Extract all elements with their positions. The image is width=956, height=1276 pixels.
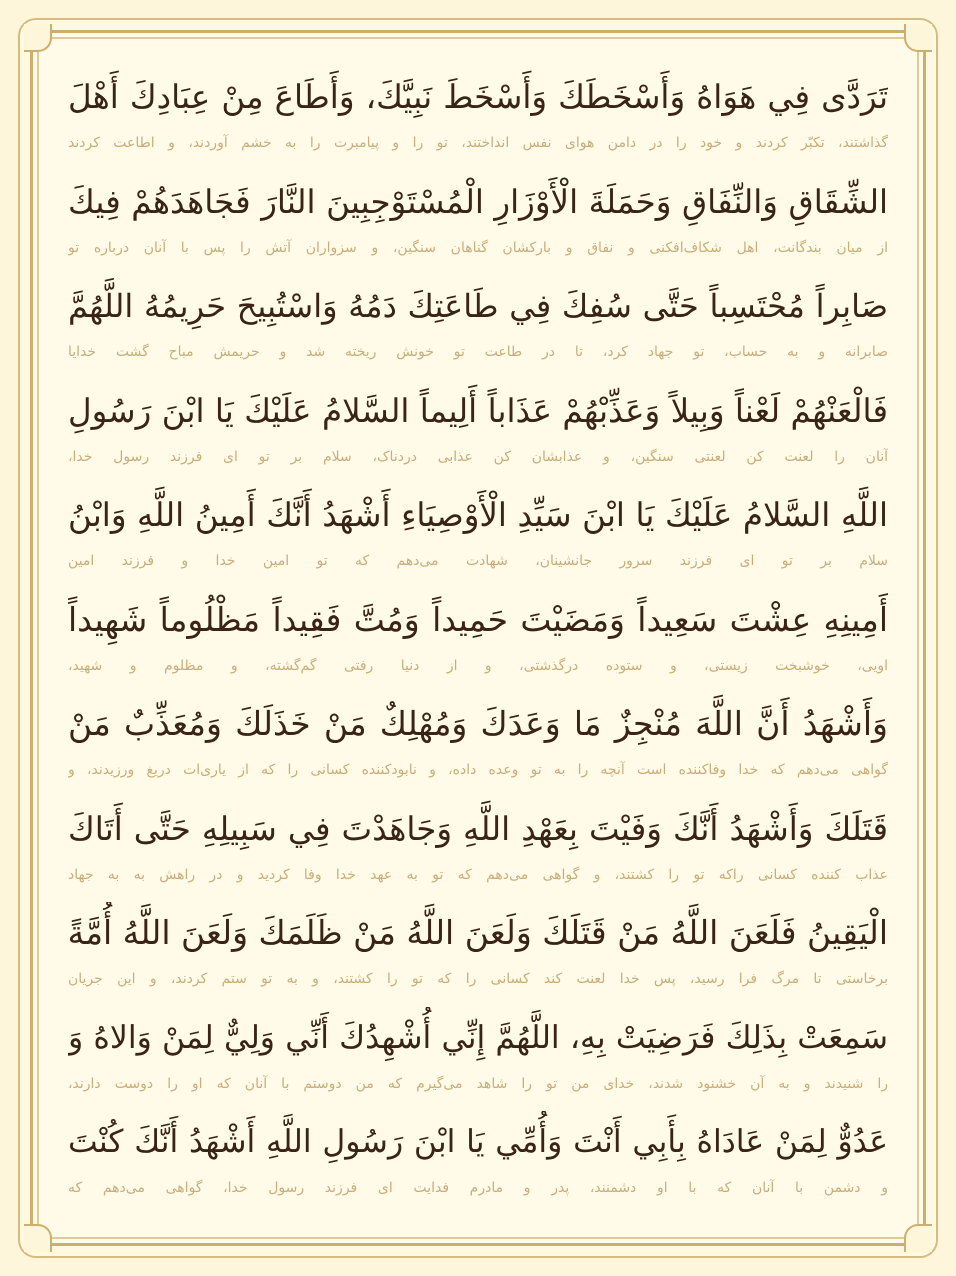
corner-ornament-top-left bbox=[24, 24, 52, 52]
arabic-text: الشِّقَاقِ وَالنِّفَاقِ وَحَمَلَةَ الْأَوْزَارِ الْمُسْتَوْجِبِينَ النَّارَ فَجَاهَدَهُمْ فِيكَ bbox=[68, 182, 888, 221]
persian-translation: و دشمن با آنان که با او دشمنند، پدر و مادرم فدایت ای فرزند رسول خدا، گواهی می‌دهم که bbox=[68, 1180, 888, 1196]
arabic-text: عَدُوٌّ لِمَنْ عَادَاهُ بِأَبِي أَنْتَ وَأُمِّي يَا ابْنَ رَسُولِ اللَّهِ أَشْهَدُ أَنَّكَ كُنْتَ bbox=[68, 1124, 888, 1160]
verse-line bbox=[68, 275, 888, 380]
persian-translation: از میان بندگانت، اهل شکاف‌افکنی و نفاق و بارکشان گناهان سنگین، و سزواران آتش را پس با آنان درباره تو bbox=[68, 239, 888, 256]
persian-translation: عذاب کننده کسانی راکه تو را کشتند، و گواهی می‌دهم که تو به عهد خدا وفا کردید و در راهش به به جهاد bbox=[68, 866, 888, 883]
arabic-text: اللَّهِ السَّلامُ عَلَيْكَ يَا ابْنَ سَيِّدِ الْأَوْصِيَاءِ أَشْهَدُ أَنَّكَ أَمِينُ اللَّهِ وَابْنُ bbox=[68, 496, 888, 534]
arabic-text: صَابِراً مُحْتَسِباً حَتَّى سُفِكَ فِي طَاعَتِكَ دَمُهُ وَاسْتُبِيحَ حَرِيمُهُ اللَّهُمَّ bbox=[68, 287, 888, 325]
prayer-text bbox=[68, 66, 888, 1216]
verse-line bbox=[68, 589, 888, 694]
arabic-text: تَرَدَّى فِي هَوَاهُ وَأَسْخَطَكَ وَأَسْخَطَ نَبِيَّكَ، وَأَطَاعَ مِنْ عِبَادِكَ أَهْلَ bbox=[68, 78, 888, 116]
persian-translation: گواهی می‌دهم که خدا وفاکننده است آنچه را به تو وعده داده، و نابودکننده کسانی را که از یاری‌ات دریغ ورزیدند، و bbox=[68, 762, 888, 778]
arabic-text: وَأَشْهَدُ أَنَّ اللَّهَ مُنْجِزٌ مَا وَعَدَكَ وَمُهْلِكٌ مَنْ خَذَلَكَ وَمُعَذِّبٌ مَنْ bbox=[68, 704, 888, 743]
persian-translation: را شنیدند و به آن خشنود شدند، خدای من تو را شاهد می‌گیرم که من دوستم با آنان که او را دوست دارند، bbox=[68, 1075, 888, 1092]
verse-line bbox=[68, 902, 888, 1007]
verse-line bbox=[68, 693, 888, 798]
verse-line bbox=[68, 171, 888, 276]
persian-translation: صابرانه و به حساب، تو جهاد کرد، تا در طاعت تو خونش ریخته شد و حریمش مباح گشت خدایا bbox=[68, 344, 888, 360]
verse-line bbox=[68, 1007, 888, 1112]
persian-translation: اویی، خوشبخت زیستی، و ستوده درگذشتی، و از دنیا رفتی گم‌گشته، و مظلوم و شهید، bbox=[68, 657, 888, 674]
verse-line bbox=[68, 380, 888, 485]
verse-line bbox=[68, 798, 888, 903]
corner-ornament-bottom-right bbox=[904, 1224, 932, 1252]
corner-ornament-bottom-left bbox=[24, 1224, 52, 1252]
arabic-text: فَالْعَنْهُمْ لَعْناً وَبِيلاً وَعَذِّبْهُمْ عَذَاباً أَلِيماً السَّلامُ عَلَيْكَ يَا ابْنَ رَسُولِ bbox=[68, 391, 888, 430]
arabic-text: سَمِعَتْ بِذَلِكَ فَرَضِيَتْ بِهِ، اللَّهُمَّ إِنِّي أُشْهِدُكَ أَنِّي وَلِيٌّ لِمَنْ وَالاهُ وَ bbox=[68, 1019, 888, 1056]
verse-line bbox=[68, 66, 888, 171]
corner-ornament-top-right bbox=[904, 24, 932, 52]
verse-line bbox=[68, 484, 888, 589]
persian-translation: گذاشتند، تکبّر کردند و خود را در دامن هوای نفس انداختند، تو را و پیامبرت را به خشم آوردند، و اطاعت کردند bbox=[68, 135, 888, 151]
arabic-text: أَمِينِهِ عِشْتَ سَعِيداً وَمَضَيْتَ حَمِيداً وَمُتَّ فَقِيداً مَظْلُوماً شَهِيداً bbox=[68, 599, 888, 639]
persian-translation: آنان را لعنت کن لعنتی سنگین، و عذابشان کن عذابی دردناک، سلام بر تو ای فرزند رسول خدا، bbox=[68, 448, 888, 465]
arabic-text: الْيَقِينُ فَلَعَنَ اللَّهُ مَنْ قَتَلَكَ وَلَعَنَ اللَّهُ مَنْ ظَلَمَكَ وَلَعَنَ اللَّهُ أُمَّةً bbox=[68, 913, 888, 952]
persian-translation: سلام بر تو ای فرزند سرور جانشینان، شهادت می‌دهم که تو امین خدا و فرزند امین bbox=[68, 553, 888, 569]
arabic-text: قَتَلَكَ وَأَشْهَدُ أَنَّكَ وَفَيْتَ بِعَهْدِ اللَّهِ وَجَاهَدْتَ فِي سَبِيلِهِ حَتَّى أَتَاكَ bbox=[68, 809, 888, 848]
verse-line bbox=[68, 1111, 888, 1216]
persian-translation: برخاستی تا مرگ فرا رسید، پس خدا لعنت کند کسانی را که تو را کشتند، و به تو ستم کردند، و این جریان bbox=[68, 971, 888, 987]
